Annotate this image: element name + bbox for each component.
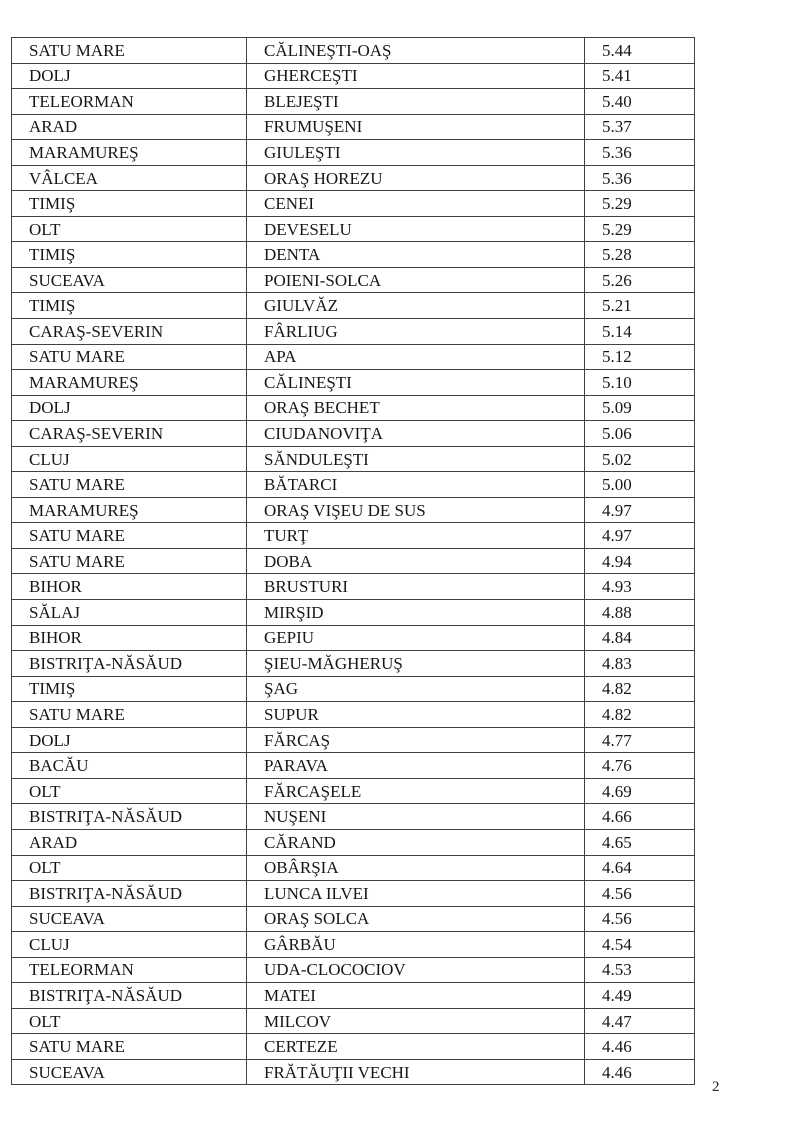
cell-locality: ORAŞ BECHET	[247, 395, 585, 421]
cell-county: MARAMUREŞ	[12, 140, 247, 166]
cell-value: 4.64	[585, 855, 695, 881]
cell-value: 4.97	[585, 497, 695, 523]
cell-county: VÂLCEA	[12, 165, 247, 191]
cell-locality: OBÂRŞIA	[247, 855, 585, 881]
cell-locality: SUPUR	[247, 702, 585, 728]
cell-value: 5.14	[585, 319, 695, 345]
cell-locality: FĂRCAŞ	[247, 727, 585, 753]
cell-locality: UDA-CLOCOCIOV	[247, 957, 585, 983]
cell-value: 4.97	[585, 523, 695, 549]
cell-locality: CĂLINEŞTI	[247, 370, 585, 396]
table-row	[12, 370, 695, 396]
table-row	[12, 472, 695, 498]
cell-value: 4.53	[585, 957, 695, 983]
cell-value: 5.29	[585, 216, 695, 242]
cell-county: CLUJ	[12, 446, 247, 472]
table-row	[12, 727, 695, 753]
table-row	[12, 600, 695, 626]
cell-county: CARAŞ-SEVERIN	[12, 421, 247, 447]
cell-value: 5.36	[585, 140, 695, 166]
cell-locality: CIUDANOVIŢA	[247, 421, 585, 447]
cell-county: DOLJ	[12, 727, 247, 753]
cell-county: SUCEAVA	[12, 1059, 247, 1085]
cell-county: MARAMUREŞ	[12, 497, 247, 523]
cell-value: 5.29	[585, 191, 695, 217]
cell-locality: ORAŞ HOREZU	[247, 165, 585, 191]
cell-county: BIHOR	[12, 574, 247, 600]
cell-value: 5.10	[585, 370, 695, 396]
table-row	[12, 242, 695, 268]
table-row	[12, 651, 695, 677]
table-row	[12, 293, 695, 319]
cell-locality: ŞAG	[247, 676, 585, 702]
table-row	[12, 829, 695, 855]
table-row	[12, 625, 695, 651]
cell-value: 5.41	[585, 63, 695, 89]
table-row	[12, 395, 695, 421]
cell-locality: TURŢ	[247, 523, 585, 549]
cell-value: 4.69	[585, 778, 695, 804]
cell-value: 4.56	[585, 906, 695, 932]
table-row	[12, 804, 695, 830]
cell-value: 5.37	[585, 114, 695, 140]
cell-county: TIMIŞ	[12, 191, 247, 217]
cell-locality: GHERCEŞTI	[247, 63, 585, 89]
cell-value: 4.76	[585, 753, 695, 779]
cell-locality: CERTEZE	[247, 1034, 585, 1060]
cell-county: TIMIŞ	[12, 293, 247, 319]
cell-value: 4.83	[585, 651, 695, 677]
cell-county: TIMIŞ	[12, 242, 247, 268]
table-row	[12, 319, 695, 345]
table-row	[12, 421, 695, 447]
cell-value: 4.65	[585, 829, 695, 855]
cell-county: OLT	[12, 778, 247, 804]
cell-locality: CĂLINEŞTI-OAŞ	[247, 38, 585, 64]
table-row	[12, 497, 695, 523]
table-row	[12, 191, 695, 217]
cell-value: 5.12	[585, 344, 695, 370]
table-row	[12, 957, 695, 983]
cell-value: 5.06	[585, 421, 695, 447]
cell-value: 5.40	[585, 89, 695, 115]
cell-locality: GEPIU	[247, 625, 585, 651]
cell-value: 4.46	[585, 1059, 695, 1085]
table-row	[12, 548, 695, 574]
cell-locality: CENEI	[247, 191, 585, 217]
cell-locality: DOBA	[247, 548, 585, 574]
cell-value: 4.82	[585, 702, 695, 728]
cell-locality: BRUSTURI	[247, 574, 585, 600]
cell-county: OLT	[12, 855, 247, 881]
localities-ranking-table	[11, 37, 695, 1085]
cell-value: 4.93	[585, 574, 695, 600]
cell-county: DOLJ	[12, 395, 247, 421]
cell-locality: ORAŞ VIŞEU DE SUS	[247, 497, 585, 523]
cell-locality: FÂRLIUG	[247, 319, 585, 345]
cell-county: OLT	[12, 216, 247, 242]
table-row	[12, 165, 695, 191]
table-row	[12, 702, 695, 728]
table-row	[12, 140, 695, 166]
cell-locality: MIRŞID	[247, 600, 585, 626]
cell-locality: APA	[247, 344, 585, 370]
cell-value: 4.49	[585, 983, 695, 1009]
table-row	[12, 676, 695, 702]
cell-county: SATU MARE	[12, 523, 247, 549]
cell-locality: BĂTARCI	[247, 472, 585, 498]
table-row	[12, 1008, 695, 1034]
cell-locality: GÂRBĂU	[247, 932, 585, 958]
table-row	[12, 574, 695, 600]
cell-value: 5.02	[585, 446, 695, 472]
table-row	[12, 38, 695, 64]
cell-locality: FĂRCAŞELE	[247, 778, 585, 804]
table-row	[12, 753, 695, 779]
cell-locality: FRUMUŞENI	[247, 114, 585, 140]
cell-county: SATU MARE	[12, 548, 247, 574]
cell-locality: FRĂTĂUŢII VECHI	[247, 1059, 585, 1085]
page-number: 2	[712, 1079, 720, 1095]
table-row	[12, 114, 695, 140]
table-row	[12, 216, 695, 242]
cell-county: TIMIŞ	[12, 676, 247, 702]
cell-value: 5.36	[585, 165, 695, 191]
table-row	[12, 267, 695, 293]
cell-county: OLT	[12, 1008, 247, 1034]
cell-locality: PARAVA	[247, 753, 585, 779]
table-row	[12, 344, 695, 370]
cell-county: ARAD	[12, 829, 247, 855]
cell-locality: GIULVĂZ	[247, 293, 585, 319]
table-row	[12, 1034, 695, 1060]
cell-locality: MATEI	[247, 983, 585, 1009]
cell-locality: MILCOV	[247, 1008, 585, 1034]
cell-county: BACĂU	[12, 753, 247, 779]
cell-locality: GIULEŞTI	[247, 140, 585, 166]
cell-value: 4.66	[585, 804, 695, 830]
cell-county: DOLJ	[12, 63, 247, 89]
cell-county: BISTRIŢA-NĂSĂUD	[12, 651, 247, 677]
cell-value: 4.84	[585, 625, 695, 651]
cell-value: 4.77	[585, 727, 695, 753]
cell-value: 4.47	[585, 1008, 695, 1034]
cell-locality: ŞIEU-MĂGHERUŞ	[247, 651, 585, 677]
cell-value: 4.94	[585, 548, 695, 574]
cell-county: TELEORMAN	[12, 89, 247, 115]
cell-value: 4.56	[585, 881, 695, 907]
cell-value: 5.09	[585, 395, 695, 421]
table-row	[12, 881, 695, 907]
cell-county: BISTRIŢA-NĂSĂUD	[12, 804, 247, 830]
cell-county: TELEORMAN	[12, 957, 247, 983]
cell-locality: BLEJEŞTI	[247, 89, 585, 115]
table-row	[12, 932, 695, 958]
cell-locality: POIENI-SOLCA	[247, 267, 585, 293]
cell-value: 5.26	[585, 267, 695, 293]
cell-county: CARAŞ-SEVERIN	[12, 319, 247, 345]
table-row	[12, 523, 695, 549]
cell-value: 4.82	[585, 676, 695, 702]
cell-value: 5.28	[585, 242, 695, 268]
cell-value: 4.88	[585, 600, 695, 626]
cell-locality: SĂNDULEŞTI	[247, 446, 585, 472]
table-row	[12, 855, 695, 881]
cell-county: SĂLAJ	[12, 600, 247, 626]
cell-county: SUCEAVA	[12, 906, 247, 932]
cell-county: SUCEAVA	[12, 267, 247, 293]
cell-value: 5.44	[585, 38, 695, 64]
cell-county: BISTRIŢA-NĂSĂUD	[12, 983, 247, 1009]
cell-county: SATU MARE	[12, 702, 247, 728]
table-row	[12, 63, 695, 89]
cell-locality: DENTA	[247, 242, 585, 268]
cell-county: SATU MARE	[12, 344, 247, 370]
cell-locality: NUŞENI	[247, 804, 585, 830]
table-row	[12, 778, 695, 804]
cell-county: BIHOR	[12, 625, 247, 651]
cell-locality: ORAŞ SOLCA	[247, 906, 585, 932]
cell-value: 5.00	[585, 472, 695, 498]
table-row	[12, 906, 695, 932]
table-row	[12, 446, 695, 472]
cell-value: 5.21	[585, 293, 695, 319]
cell-county: CLUJ	[12, 932, 247, 958]
cell-county: ARAD	[12, 114, 247, 140]
table-row	[12, 1059, 695, 1085]
cell-value: 4.46	[585, 1034, 695, 1060]
cell-locality: DEVESELU	[247, 216, 585, 242]
table-row	[12, 89, 695, 115]
cell-county: SATU MARE	[12, 38, 247, 64]
table-row	[12, 983, 695, 1009]
cell-value: 4.54	[585, 932, 695, 958]
cell-county: BISTRIŢA-NĂSĂUD	[12, 881, 247, 907]
cell-locality: CĂRAND	[247, 829, 585, 855]
cell-county: SATU MARE	[12, 472, 247, 498]
cell-county: SATU MARE	[12, 1034, 247, 1060]
cell-county: MARAMUREŞ	[12, 370, 247, 396]
table-body	[12, 38, 695, 1085]
cell-locality: LUNCA ILVEI	[247, 881, 585, 907]
